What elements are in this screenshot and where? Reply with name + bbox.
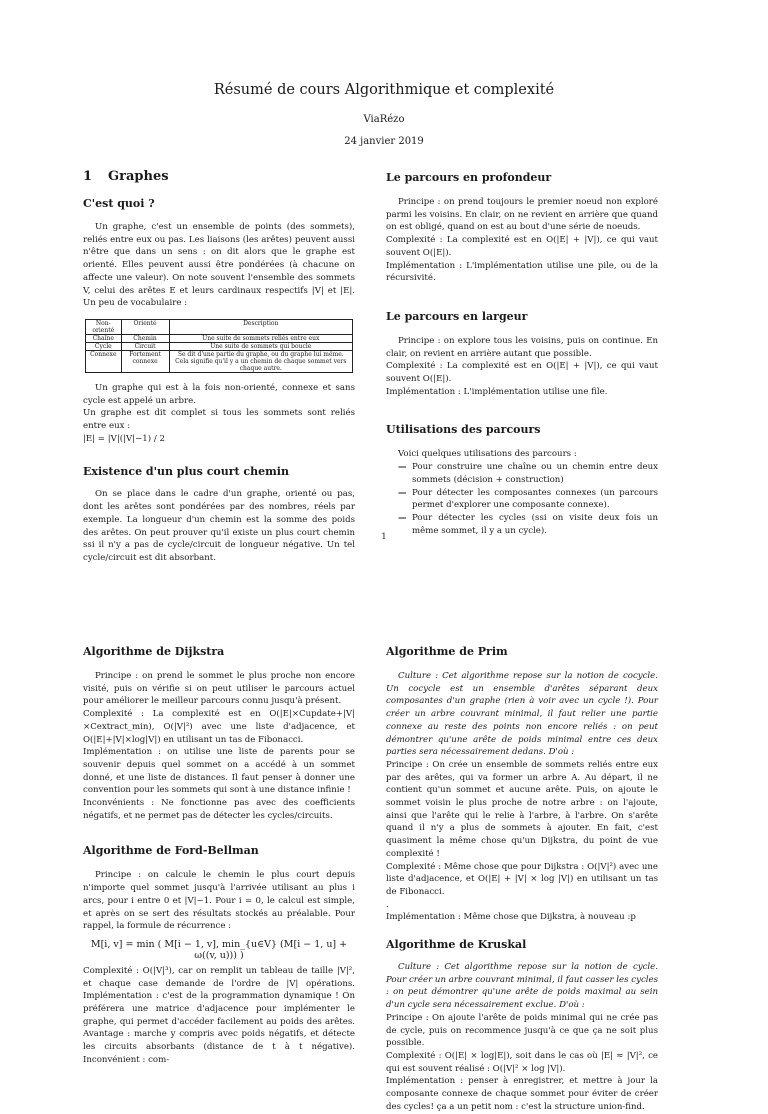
subsection-prim: Algorithme de Prim [386, 645, 508, 658]
list-item: — Pour détecter les composantes connexes (un parcours permet d'explorer une composante connexe). [398, 487, 658, 512]
table-cell: Chemin [121, 334, 169, 342]
table-cell: Une suite de sommets qui boucle [169, 342, 352, 350]
page1-right-column [386, 171, 658, 537]
prim-culture: Culture : Cet algorithme repose sur la notion de cocycle. Un cocycle est un ensemble d'arêtes séparant deux composantes d'un graphe (rien à voir avec un cycle !). Pour créer un arbre couvrant minimal, il faut relier une partie connexe au reste des points non encore reliés : on peut démontrer qu'une arête de poids minimal entre ces deux parties sera nécessairement dedans. D'où : [386, 671, 658, 758]
vocabulary-table-header [86, 319, 353, 334]
dijkstra-complexite: Complexité : La complexité est en O(|E|×Cupdate+|V|×Cextract_min), O(|V|²) avec une liste d'adjacence, et O(|E|+|V|×log|V|) en utilisant un tas de Fibonacci. [83, 709, 355, 745]
document-date: 24 janvier 2019 [344, 136, 424, 147]
page2-right-column [386, 645, 658, 1114]
table-cell: Connexe [86, 350, 122, 372]
table-row [86, 334, 353, 342]
vocabulary-table [85, 319, 353, 373]
table-cell: Se dit d'une partie du graphe, ou du graphe lui même. Cela signifie qu'il y a un chemin de chaque sommet vers chaque autre. [169, 350, 352, 372]
profondeur-complexite: Complexité : La complexité est en O(|E| + |V|), ce qui vaut souvent O(|E|). [386, 235, 658, 258]
table-cell: Une suite de sommets reliés entre eux [169, 334, 352, 342]
subsection-largeur: Le parcours en largeur [386, 309, 528, 323]
ford-principe: Principe : on calcule le chemin le plus court depuis n'importe quel sommet jusqu'à l'arrivée utilisant au plus i arcs, pour i entre 0 et |V|−1. Pour i = 0, le calcul est simple, et après on se sert des résultats stockés au préalable. Pour rappel, la formule de récurrence : [83, 870, 355, 932]
table-cell: Cycle [86, 342, 122, 350]
complet-formula: |E| = |V|(|V|−1) / 2 [83, 433, 165, 444]
document-author: ViaRézo [363, 114, 405, 125]
kruskal-complexite: Complexité : O(|E| × log|E|), soit dans le cas où |E| ≈ |V|², ce qui est souvent réalisé : O(|V|² × log |V|). [386, 1050, 658, 1074]
table-header-cell: Non-orienté [86, 319, 122, 334]
utilisations-intro: Voici quelques utilisations des parcours : [398, 449, 577, 460]
table-cell: Circuit [121, 342, 169, 350]
table-header-cell: Description [169, 319, 352, 334]
table-cell: Chaîne [86, 334, 122, 342]
subsection-dijkstra: Algorithme de Dijkstra [83, 645, 225, 658]
page2-left-column [83, 645, 355, 1067]
largeur-implementation: Implémentation : L'implémentation utilise une file. [386, 386, 608, 397]
ford-complexite: Complexité : O(|V|³), car on remplit un tableau de taille |V|², et chaque case demande de l'ordre de |V| opérations. Implémentation : c'est de la programmation dynamique ! On préférera une matrice d'adjacence pour implémenter le graphe, qui permet d'accéder facilement au poids des arêtes. Avantage : marche y compris avec poids négatifs, et détecte les circuits absorbants (distance de t à t négative). Inconvénient : com- [83, 965, 355, 1065]
table-header-cell: Orienté [121, 319, 169, 334]
cest-quoi-text: Un graphe, c'est un ensemble de points (des sommets), reliés entre eux ou pas. Les liaisons (les arêtes) peuvent aussi n'être que dans un sens : on dit alors que le graphe est orienté. Elles peuvent aussi être pondérées (à chacune on affecte une valeur). On note souvent l'ensemble des sommets V, celui des arêtes E et leurs cardinaux respectifs |V| et |E|. Un peu de vocabulaire : [83, 222, 355, 309]
profondeur-principe: Principe : on prend toujours le premier noeud non exploré parmi les voisins. En clair, on ne revient en arrière que quand on est obligé, quand on est au bout d'une série de noeuds. [386, 197, 658, 233]
subsection-utilisations: Utilisations des parcours [386, 423, 541, 437]
table-row [86, 350, 353, 372]
subsection-ford-bellman: Algorithme de Ford-Bellman [83, 844, 259, 858]
dijkstra-inconvenients: Inconvénients : Ne fonctionne pas avec des coefficients négatifs, et ne permet pas de détecter les cycles/circuits. [83, 798, 355, 821]
document-title: Résumé de cours Algorithmique et complexité [213, 82, 555, 98]
arbre-text: Un graphe qui est à la fois non-orienté, connexe et sans cycle est appelé un arbre. [83, 382, 355, 406]
prim-principe: Principe : On crée un ensemble de sommets reliés entre eux par des arêtes, qui va former un arbre A. Au départ, il ne contient qu'un sommet et aucune arête. Puis, on ajoute le sommet voisin le plus proche de notre arbre : on l'ajoute, ainsi que l'arête qui le relie à l'arbre, à l'arbre. On s'arête quand il n'y a plus de sommets à ajouter. En fait, c'est quasiment la même chose qu'un Dijkstra, du point de vue complexité ! [386, 759, 658, 859]
table-cell: Fortement connexe [121, 350, 169, 372]
kruskal-implementation: Implémentation : penser à enregistrer, et mettre à jour la composante connexe de chaque sommet pour éviter de créer des cycles! ça a un petit nom : c'est la structure union-find. [386, 1076, 658, 1112]
page-number: 1 [381, 532, 387, 542]
largeur-principe: Principe : on explore tous les voisins, puis on continue. En clair, on revient en arrière autant que possible. [386, 335, 658, 359]
prim-dot: . [386, 899, 389, 910]
largeur-complexite: Complexité : La complexité est en O(|E| + |V|), ce qui vaut souvent O(|E|). [386, 361, 658, 385]
utilisations-list [386, 461, 658, 537]
section-title: Graphes [108, 169, 169, 184]
dijkstra-implementation: Implémentation : on utilise une liste de parents pour se souvenir depuis quel sommet on a accédé à un sommet donné, et une liste de distances. Il faut penser à donner une convention pour les sommets qui sont à une distance infinie ! [83, 747, 355, 796]
existence-text: On se place dans le cadre d'un graphe, orienté ou pas, dont les arêtes sont pondérées par des nombres, réels par exemple. La longueur d'un chemin est la somme des poids des arêtes. On peut prouver qu'il existe un plus court chemin ssi il n'y a pas de cycle/circuit de longueur négative. Un tel cycle/circuit est dit absorbant. [83, 489, 355, 563]
prim-implementation: Implémentation : Même chose que Dijkstra, à nouveau :p [386, 912, 636, 923]
section-graphes [83, 169, 355, 184]
subsection-existence: Existence d'un plus court chemin [83, 465, 289, 479]
dijkstra-principe: Principe : on prend le sommet le plus proche non encore visité, puis on vérifie si on peut utiliser le parcours actuel pour améliorer le meilleur parcours connu jusqu'à présent. [83, 671, 355, 707]
ford-formula: M[i, v] = min ( M[i − 1, v], min_{u∈V} (M[i − 1, u] + ω((v, u))) ) [90, 938, 348, 961]
subsection-kruskal: Algorithme de Kruskal [386, 938, 527, 952]
kruskal-culture: Culture : Cet algorithme repose sur la notion de cycle. Pour créer un arbre couvrant minimal, il faut casser les cycles : on peut démontrer qu'une arête de poids maximal au sein d'un cycle sera nécessairement exclue. D'où : [386, 962, 659, 1011]
subsection-profondeur: Le parcours en profondeur [386, 171, 552, 184]
list-item: — Pour détecter les cycles (ssi on visite deux fois un même sommet, il y a un cycle). [398, 512, 658, 537]
page1-left-column [83, 169, 355, 565]
prim-complexite: Complexité : Même chose que pour Dijkstra : O(|V|²) avec une liste d'adjacence, et O(|E| + |V| × log |V|) en utilisant un tas de Fibonacci. [386, 861, 658, 897]
table-row [86, 342, 353, 350]
subsection-cest-quoi: C'est quoi ? [83, 197, 155, 210]
profondeur-implementation: Implémentation : L'implémentation utilise une pile, ou de la récursivité. [386, 260, 658, 284]
kruskal-principe: Principe : On ajoute l'arête de poids minimal qui ne crée pas de cycle, puis on recommence jusqu'à ce que ça ne soit plus possible. [386, 1012, 658, 1049]
list-item: — Pour construire une chaîne ou un chemin entre deux sommets (décision + construction) [398, 461, 658, 486]
complet-text: Un graphe est dit complet si tous les sommets sont reliés entre eux : [83, 408, 355, 432]
page-2 [0, 600, 768, 1112]
section-number: 1 [83, 169, 93, 184]
